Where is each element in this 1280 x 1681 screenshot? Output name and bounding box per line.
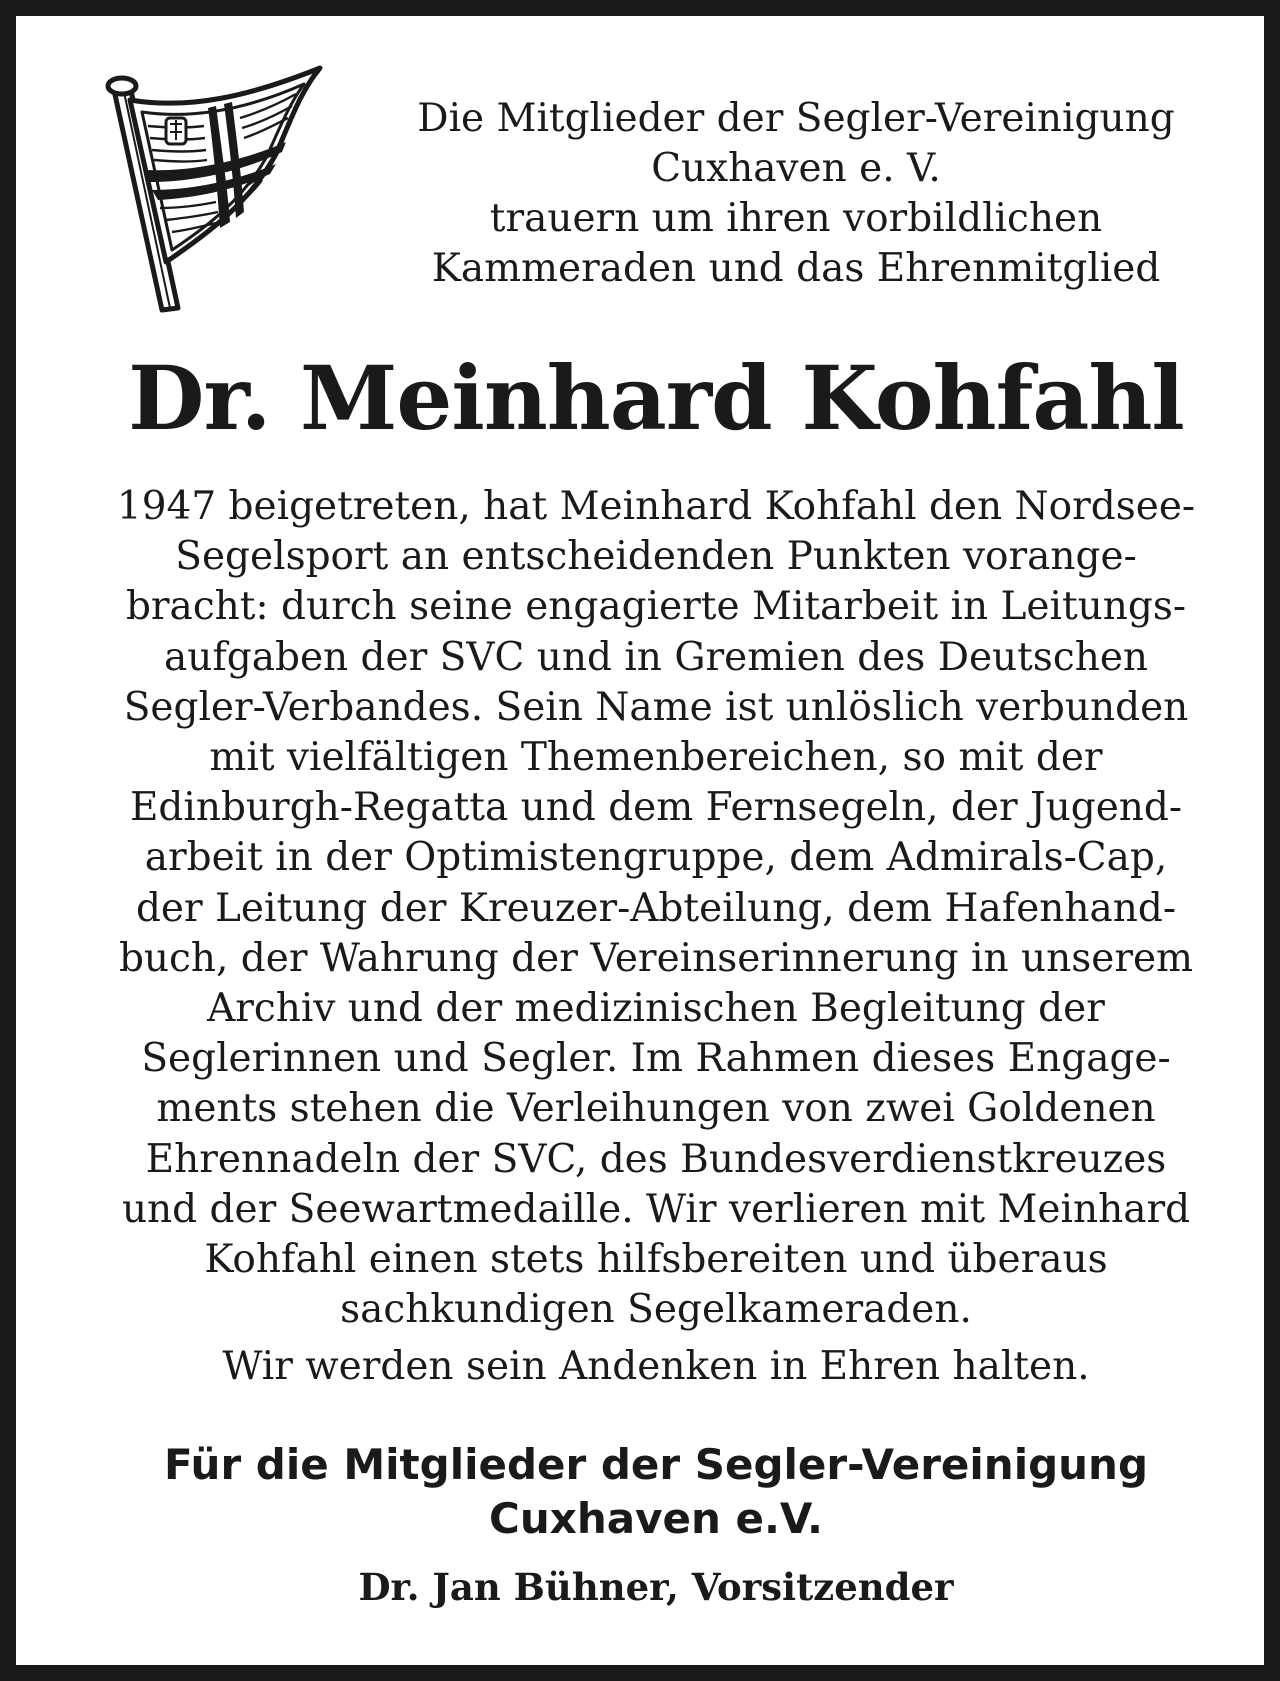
tribute-line: arbeit in der Optimistengruppe, dem Admirals-Cap, <box>144 835 1168 881</box>
club-burgee-flag-icon <box>100 62 350 322</box>
tribute-line: Edinburgh-Regatta und dem Fernsegeln, der Jugend- <box>129 785 1183 831</box>
tribute-line: sachkundigen Segelkameraden. <box>340 1287 972 1333</box>
tribute-line: Segler-Verbandes. Sein Name ist unlöslich verbunden <box>123 684 1189 730</box>
tribute-line: der Leitung der Kreuzer-Abteilung, dem Hafenhand- <box>135 885 1177 931</box>
tribute-line: bracht: durch seine engagierte Mitarbeit in Leitungs- <box>125 584 1187 630</box>
closing-line: Wir werden sein Andenken in Ehren halten. <box>222 1344 1090 1389</box>
tribute-text <box>56 482 1256 1335</box>
header-line: Kammeraden und das Ehrenmitglied <box>431 246 1161 291</box>
tribute-line: 1947 beigetreten, hat Meinhard Kohfahl den Nordsee- <box>116 484 1196 529</box>
signer-name: Dr. Jan Bühner, Vorsitzender <box>358 1565 954 1609</box>
signature-block <box>56 1438 1256 1546</box>
header-line: Cuxhaven e. V. <box>651 146 941 191</box>
header-line: Die Mitglieder der Segler-Vereinigung <box>417 96 1175 141</box>
tribute-line: Segelsport an entscheidenden Punkten vorange- <box>175 534 1137 580</box>
tribute-line: aufgaben der SVC und in Gremien des Deutschen <box>163 634 1149 680</box>
tribute-line: Ehrennadeln der SVC, des Bundesverdienstkreuzes <box>145 1136 1167 1182</box>
tribute-line: und der Seewartmedaille. Wir verlieren mit Meinhard <box>121 1186 1191 1232</box>
tribute-line: Kohfahl einen stets hilfsbereiten und überaus <box>204 1237 1108 1283</box>
tribute-line: Seglerinnen und Segler. Im Rahmen dieses Engage- <box>141 1036 1171 1082</box>
header-text <box>356 94 1236 294</box>
tribute-line: mit vielfältigen Themenbereichen, so mit der <box>209 735 1103 781</box>
signature-line: Für die Mitglieder der Segler-Vereinigung <box>163 1440 1149 1489</box>
signature-line: Cuxhaven e.V. <box>489 1494 823 1543</box>
tribute-line: Archiv und der medizinischen Begleitung der <box>207 986 1105 1032</box>
tribute-line: buch, der Wahrung der Vereinserinnerung in unserem <box>118 935 1194 981</box>
tribute-line: ments stehen die Verleihungen von zwei Goldenen <box>156 1086 1156 1132</box>
header-line: trauern um ihren vorbildlichen <box>489 196 1103 241</box>
deceased-name: Dr. Meinhard Kohfahl <box>128 346 1184 450</box>
